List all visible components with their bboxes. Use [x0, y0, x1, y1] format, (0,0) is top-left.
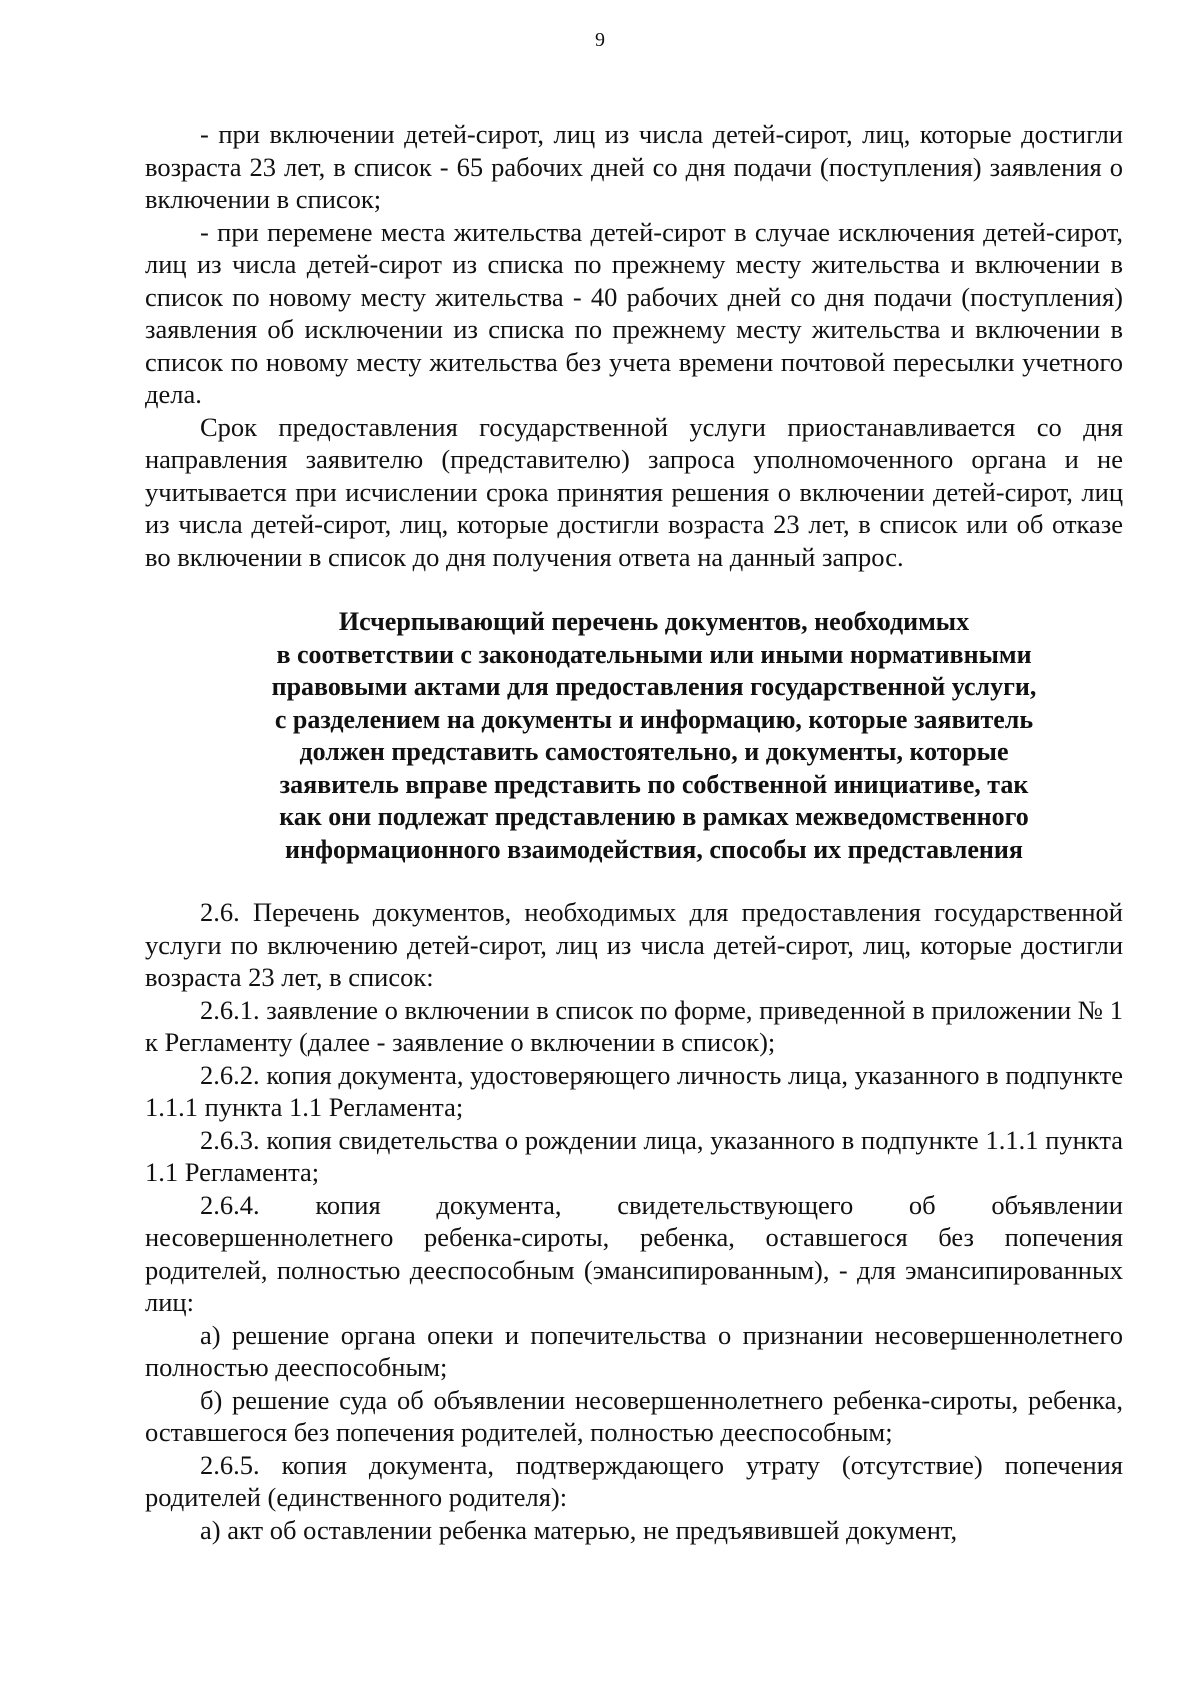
heading-line: с разделением на документы и информацию, которые заявитель [274, 704, 1034, 734]
paragraph: 2.6.4. копия документа, свидетельствующего об объявлении несовершеннолетнего ребенка-сироты, ребенка, оставшегося без попечения родителей, полностью дееспособным (эмансипированным), - для эмансипированных лиц: [145, 1189, 1123, 1317]
paragraph: а) акт об оставлении ребенка матерью, не предъявившей документ, [200, 1514, 958, 1545]
paragraph: Срок предоставления государственной услуги приостанавливается со дня направления заявителю (представителю) запроса уполномоченного органа и не учитывается при исчислении срока принятия решения о включении детей-сирот, лиц из числа детей-сирот, лиц, которые достигли возраста 23 лет, в список или об отказе во включении в список до дня получения ответа на данный запрос. [145, 411, 1123, 572]
paragraph: - при перемене места жительства детей-сирот в случае исключения детей-сирот, лиц из числа детей-сирот из списка по прежнему месту жительства и включении в список по новому месту жительства - 40 рабочих дней со дня подачи (поступления) заявления об исключении из списка по прежнему месту жительства и включении в список по новому месту жительства без учета времени почтовой пересылки учетного дела. [145, 216, 1123, 409]
heading-line: в соответствии с законодательными или иными нормативными [276, 639, 1032, 669]
paragraph: - при включении детей-сирот, лиц из числа детей-сирот, лиц, которые достигли возраста 23 лет, в список - 65 рабочих дней со дня подачи (поступления) заявления о включении в список; [145, 119, 1123, 214]
paragraph: 2.6.3. копия свидетельства о рождении лица, указанного в подпункте 1.1.1 пункта 1.1 Регламента; [145, 1124, 1123, 1187]
document-body [145, 118, 1123, 1546]
paragraph: 2.6.2. копия документа, удостоверяющего личность лица, указанного в подпункте 1.1.1 пункта 1.1 Регламента; [145, 1059, 1123, 1122]
page-number: 9 [595, 29, 605, 51]
heading-line: должен представить самостоятельно, и документы, которые [299, 737, 1009, 766]
paragraph: 2.6.1. заявление о включении в список по форме, приведенной в приложении № 1 к Регламенту (далее - заявление о включении в список); [145, 994, 1123, 1057]
heading-line: правовыми актами для предоставления государственной услуги, [271, 672, 1037, 701]
paragraph: а) решение органа опеки и попечительства о признании несовершеннолетнего полностью дееспособным; [145, 1319, 1123, 1382]
heading-line: Исчерпывающий перечень документов, необходимых [338, 607, 970, 636]
paragraph: 2.6.5. копия документа, подтверждающего утрату (отсутствие) попечения родителей (единственного родителя): [145, 1449, 1123, 1512]
paragraph: 2.6. Перечень документов, необходимых для предоставления государственной услуги по включению детей-сирот, лиц из числа детей-сирот, лиц, которые достигли возраста 23 лет, в список: [145, 897, 1123, 992]
section-heading [145, 606, 1123, 866]
heading-line: информационного взаимодействия, способы их представления [285, 834, 1023, 864]
heading-line: как они подлежат представлению в рамках межведомственного [279, 802, 1029, 831]
paragraph: б) решение суда об объявлении несовершеннолетнего ребенка-сироты, ребенка, оставшегося без попечения родителей, полностью дееспособным; [145, 1384, 1123, 1447]
heading-line: заявитель вправе представить по собственной инициативе, так [279, 769, 1029, 799]
